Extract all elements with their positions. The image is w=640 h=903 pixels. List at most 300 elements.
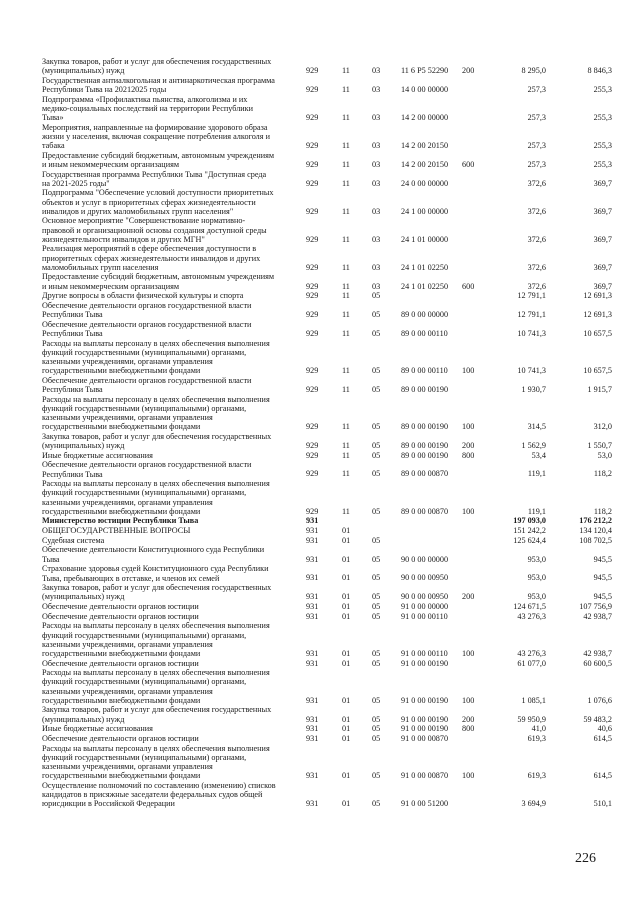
description-line: Страхование здоровья судей Конституционного суда Республики xyxy=(42,564,269,574)
description-line: Республики Тыва xyxy=(42,385,103,394)
table-row xyxy=(0,705,640,723)
ministry-code: 931 xyxy=(306,573,319,583)
amount-2022: 1 562,9 xyxy=(521,440,546,450)
target-article-code: 91 0 00 00000 xyxy=(401,602,449,611)
section-code: 11 xyxy=(342,506,350,516)
table-row xyxy=(0,659,640,668)
table-row xyxy=(0,724,640,733)
section-code: 11 xyxy=(342,112,350,122)
table-row xyxy=(0,545,640,563)
table-row xyxy=(0,612,640,621)
description-line: Расходы на выплаты персоналу в целях обеспечения выполнения xyxy=(42,743,270,753)
amount-2022: 257,3 xyxy=(527,140,546,150)
description-line: жизнедеятельности инвалидов и других МГН" xyxy=(42,234,205,244)
amount-2023: 369,7 xyxy=(593,206,612,216)
subsection-code: 05 xyxy=(372,695,381,705)
amount-2023: 945,5 xyxy=(593,554,612,564)
section-code: 01 xyxy=(342,799,351,809)
amount-2023: 255,3 xyxy=(593,112,612,122)
subsection-code: 05 xyxy=(372,648,381,658)
ministry-code: 931 xyxy=(306,695,319,705)
row-description xyxy=(42,151,304,169)
table-row xyxy=(0,376,640,394)
ministry-code: 931 xyxy=(306,516,319,526)
subsection-code: 03 xyxy=(372,234,381,244)
subsection-code: 05 xyxy=(372,724,381,734)
amount-2023: 312,0 xyxy=(593,422,612,432)
table-row xyxy=(0,76,640,94)
target-article-code: 24 1 01 02250 xyxy=(401,281,449,291)
amount-2022: 12 791,1 xyxy=(517,310,546,320)
table-row xyxy=(0,291,640,300)
description-line: Предоставление субсидий бюджетным, автономным учреждениям xyxy=(42,272,275,282)
section-code: 11 xyxy=(342,328,350,338)
description-line: Обеспечение деятельности органов юстиции xyxy=(42,602,199,611)
page-number: 226 xyxy=(575,851,596,866)
description-line: Другие вопросы в области физической культуры и спорта xyxy=(42,291,244,301)
amount-2023: 10 657,5 xyxy=(583,328,612,338)
amount-2022: 124 671,5 xyxy=(513,602,546,611)
description-line: функций государственными (муниципальными) органами, xyxy=(42,347,247,357)
amount-2023: 59 483,2 xyxy=(583,714,612,724)
description-line: государственными внебюджетными фондами xyxy=(42,695,201,705)
section-code: 11 xyxy=(342,422,350,432)
amount-2022: 61 077,0 xyxy=(517,658,546,668)
row-description xyxy=(42,668,304,705)
ministry-code: 929 xyxy=(306,159,319,169)
subsection-code: 05 xyxy=(372,440,381,450)
description-line: приоритетных сферах жизнедеятельности инвалидов и других xyxy=(42,253,261,263)
target-article-code: 91 0 00 00190 xyxy=(401,724,449,734)
section-code: 11 xyxy=(342,291,350,301)
expense-type-code: 200 xyxy=(462,714,475,724)
row-description xyxy=(42,301,304,319)
description-line: ОБЩЕГОСУДАРСТВЕННЫЕ ВОПРОСЫ xyxy=(42,526,191,536)
row-description xyxy=(42,272,304,290)
subsection-code: 03 xyxy=(372,262,381,272)
amount-2022: 10 741,3 xyxy=(517,328,546,338)
row-description xyxy=(42,516,304,525)
description-line: кандидатов в присяжные заседатели федеральных судов общей xyxy=(42,790,263,799)
row-description xyxy=(42,320,304,338)
description-line: функций государственными (муниципальными) органами, xyxy=(42,630,247,640)
table-row xyxy=(0,781,640,808)
ministry-code: 929 xyxy=(306,310,319,320)
target-article-code: 89 0 00 00870 xyxy=(401,469,449,479)
subsection-code: 05 xyxy=(372,799,381,809)
description-line: государственными внебюджетными фондами xyxy=(42,366,201,376)
amount-2022: 372,6 xyxy=(527,178,546,188)
section-code: 11 xyxy=(342,178,350,188)
ministry-code: 929 xyxy=(306,206,319,216)
subsection-code: 05 xyxy=(372,714,381,724)
target-article-code: 24 0 00 00000 xyxy=(401,178,449,188)
amount-2022: 372,6 xyxy=(527,281,546,291)
description-line: Иные бюджетные ассигнования xyxy=(42,450,153,460)
amount-2022: 3 694,9 xyxy=(521,799,546,809)
amount-2022: 257,3 xyxy=(527,84,546,94)
subsection-code: 03 xyxy=(372,159,381,169)
table-row xyxy=(0,95,640,122)
description-line: функций государственными (муниципальными) органами, xyxy=(42,752,247,762)
ministry-code: 929 xyxy=(306,234,319,244)
ministry-code: 931 xyxy=(306,526,319,536)
description-line: Республики Тыва на 20212025 годы xyxy=(42,85,167,95)
row-description xyxy=(42,734,304,743)
description-line: Иные бюджетные ассигнования xyxy=(42,724,153,734)
row-description xyxy=(42,123,304,151)
ministry-code: 929 xyxy=(306,112,319,122)
section-code: 11 xyxy=(342,234,350,244)
target-article-code: 24 1 01 00000 xyxy=(401,234,449,244)
section-code: 01 xyxy=(342,592,351,602)
ministry-code: 929 xyxy=(306,506,319,516)
target-article-code: 91 0 00 51200 xyxy=(401,799,449,809)
amount-2023: 255,3 xyxy=(593,140,612,150)
table-row xyxy=(0,432,640,450)
row-description xyxy=(42,244,304,272)
subsection-code: 03 xyxy=(372,178,381,188)
description-line: Государственная антиалкогольная и антинаркотическая программа xyxy=(42,75,275,85)
amount-2023: 369,7 xyxy=(593,281,612,291)
amount-2023: 1 915,7 xyxy=(587,384,612,394)
expense-type-code: 200 xyxy=(462,440,475,450)
section-code: 01 xyxy=(342,535,351,545)
description-line: Обеспечение деятельности органов юстиции xyxy=(42,733,199,743)
description-line: Тыва» xyxy=(42,113,64,123)
amount-2023: 118,2 xyxy=(593,469,612,479)
ministry-code: 929 xyxy=(306,450,319,460)
table-row xyxy=(0,188,640,215)
ministry-code: 929 xyxy=(306,291,319,301)
amount-2023: 614,5 xyxy=(593,771,612,781)
section-code: 11 xyxy=(342,450,350,460)
table-row xyxy=(0,451,640,460)
amount-2023: 118,2 xyxy=(593,506,612,516)
description-line: Республики Тыва xyxy=(42,310,103,320)
table-row xyxy=(0,621,640,658)
description-line: (муниципальных) нужд xyxy=(42,592,125,602)
expense-type-code: 200 xyxy=(462,66,475,76)
subsection-code: 05 xyxy=(372,658,381,668)
table-row xyxy=(0,564,640,582)
amount-2023: 255,3 xyxy=(593,84,612,94)
table-row xyxy=(0,460,640,478)
section-code: 11 xyxy=(342,310,350,320)
amount-2023: 60 600,5 xyxy=(583,658,612,668)
description-line: Обеспечение деятельности органов государственной власти xyxy=(42,300,252,310)
row-description xyxy=(42,451,304,460)
description-line: Республики Тыва xyxy=(42,329,103,338)
row-description xyxy=(42,57,304,75)
amount-2023: 8 846,3 xyxy=(587,66,612,76)
description-line: табака xyxy=(42,141,65,151)
target-article-code: 91 0 00 00110 xyxy=(401,611,448,621)
amount-2023: 53,0 xyxy=(597,450,612,460)
description-line: медико-социальных последствий на территории Республики xyxy=(42,103,254,113)
section-code: 01 xyxy=(342,714,351,724)
amount-2022: 8 295,0 xyxy=(521,66,546,76)
description-line: Тыва, пребывающих в отставке, и членов их семей xyxy=(42,573,220,583)
subsection-code: 05 xyxy=(372,592,381,602)
table-row xyxy=(0,123,640,150)
subsection-code: 05 xyxy=(372,422,381,432)
amount-2022: 953,0 xyxy=(527,573,546,583)
subsection-code: 05 xyxy=(372,733,381,743)
row-description xyxy=(42,621,304,658)
amount-2022: 372,6 xyxy=(527,206,546,216)
ministry-code: 929 xyxy=(306,84,319,94)
description-line: функций государственными (муниципальными) органами, xyxy=(42,488,247,498)
target-article-code: 89 0 00 00190 xyxy=(401,384,449,394)
subsection-code: 03 xyxy=(372,84,381,94)
subsection-code: 05 xyxy=(372,554,381,564)
target-article-code: 14 2 00 00000 xyxy=(401,112,449,122)
description-line: казенными учреждениями, органами управления xyxy=(42,497,213,507)
target-article-code: 91 0 00 00110 xyxy=(401,648,448,658)
section-code: 01 xyxy=(342,771,351,781)
table-row xyxy=(0,272,640,290)
table-row xyxy=(0,151,640,169)
subsection-code: 05 xyxy=(372,450,381,460)
ministry-code: 929 xyxy=(306,384,319,394)
description-line: Расходы на выплаты персоналу в целях обеспечения выполнения xyxy=(42,621,270,631)
subsection-code: 05 xyxy=(372,506,381,516)
description-line: Тыва xyxy=(42,554,60,564)
table-row xyxy=(0,516,640,525)
ministry-code: 929 xyxy=(306,469,319,479)
section-code: 11 xyxy=(342,206,350,216)
section-code: 11 xyxy=(342,384,350,394)
description-line: Осуществление полномочий по составлению (изменению) списков xyxy=(42,780,276,790)
ministry-code: 929 xyxy=(306,366,319,376)
amount-2022: 1 085,1 xyxy=(521,695,546,705)
subsection-code: 05 xyxy=(372,366,381,376)
section-code: 01 xyxy=(342,658,351,668)
amount-2022: 953,0 xyxy=(527,592,546,602)
target-article-code: 91 0 00 00870 xyxy=(401,733,449,743)
description-line: (муниципальных) нужд xyxy=(42,441,125,450)
subsection-code: 05 xyxy=(372,384,381,394)
description-line: Расходы на выплаты персоналу в целях обеспечения выполнения xyxy=(42,338,270,348)
description-line: Закупка товаров, работ и услуг для обеспечения государственных xyxy=(42,705,272,715)
row-description xyxy=(42,705,304,723)
row-description xyxy=(42,602,304,611)
section-code: 11 xyxy=(342,366,350,376)
description-line: казенными учреждениями, органами управления xyxy=(42,413,213,423)
ministry-code: 929 xyxy=(306,140,319,150)
description-line: Подпрограмма «Профилактика пьянства, алкоголизма и их xyxy=(42,94,248,104)
expense-type-code: 800 xyxy=(462,450,475,460)
description-line: маломобильных групп населения xyxy=(42,262,159,272)
description-line: Закупка товаров, работ и услуг для обеспечения государственных xyxy=(42,583,272,593)
description-line: функций государственными (муниципальными) органами, xyxy=(42,403,247,413)
expense-type-code: 100 xyxy=(462,695,475,705)
row-description xyxy=(42,395,304,432)
description-line: казенными учреждениями, органами управления xyxy=(42,357,213,367)
amount-2023: 40,6 xyxy=(597,724,612,734)
amount-2022: 953,0 xyxy=(527,554,546,564)
expense-type-code: 800 xyxy=(462,724,475,734)
target-article-code: 90 0 00 00950 xyxy=(401,592,449,602)
ministry-code: 929 xyxy=(306,66,319,76)
description-line: Расходы на выплаты персоналу в целях обеспечения выполнения xyxy=(42,668,270,678)
table-row xyxy=(0,301,640,319)
amount-2022: 372,6 xyxy=(527,262,546,272)
target-article-code: 91 0 00 00870 xyxy=(401,771,449,781)
ministry-code: 929 xyxy=(306,281,319,291)
subsection-code: 03 xyxy=(372,281,381,291)
target-article-code: 91 0 00 00190 xyxy=(401,714,449,724)
amount-2022: 119,1 xyxy=(527,506,546,516)
subsection-code: 05 xyxy=(372,291,381,301)
section-code: 01 xyxy=(342,611,351,621)
row-description xyxy=(42,612,304,621)
amount-2023: 10 657,5 xyxy=(583,366,612,376)
row-description xyxy=(42,376,304,394)
ministry-code: 931 xyxy=(306,602,319,611)
amount-2023: 369,7 xyxy=(593,234,612,244)
row-description xyxy=(42,216,304,244)
description-line: функций государственными (муниципальными) органами, xyxy=(42,677,247,687)
subsection-code: 03 xyxy=(372,66,381,76)
amount-2022: 53,4 xyxy=(531,450,546,460)
description-line: Закупка товаров, работ и услуг для обеспечения государственных xyxy=(42,57,272,66)
description-line: Расходы на выплаты персоналу в целях обеспечения выполнения xyxy=(42,479,270,489)
row-description xyxy=(42,564,304,582)
description-line: объектов и услуг в приоритетных сферах жизнедеятельности xyxy=(42,197,256,207)
description-line: Реализация мероприятий в сфере обеспечения доступности в xyxy=(42,244,257,254)
amount-2023: 945,5 xyxy=(593,573,612,583)
description-line: Обеспечение деятельности Конституционного суда Республики xyxy=(42,545,265,555)
section-code: 01 xyxy=(342,573,351,583)
ministry-code: 929 xyxy=(306,422,319,432)
expense-type-code: 200 xyxy=(462,592,475,602)
target-article-code: 91 0 00 00190 xyxy=(401,658,449,668)
amount-2022: 197 093,0 xyxy=(513,516,546,526)
expense-type-code: 100 xyxy=(462,366,475,376)
amount-2022: 125 624,4 xyxy=(513,535,546,545)
amount-2022: 43 276,3 xyxy=(517,648,546,658)
row-description xyxy=(42,536,304,545)
description-line: правовой и организационной основы создания доступной среды xyxy=(42,225,267,235)
section-code: 01 xyxy=(342,733,351,743)
ministry-code: 931 xyxy=(306,648,319,658)
amount-2022: 372,6 xyxy=(527,234,546,244)
description-line: и иным некоммерческим организациям xyxy=(42,281,180,291)
row-description xyxy=(42,724,304,733)
target-article-code: 89 0 00 00190 xyxy=(401,440,449,450)
expense-type-code: 100 xyxy=(462,506,475,516)
amount-2023: 42 938,7 xyxy=(583,648,612,658)
amount-2022: 10 741,3 xyxy=(517,366,546,376)
table-row xyxy=(0,536,640,545)
expense-type-code: 100 xyxy=(462,771,475,781)
ministry-code: 929 xyxy=(306,328,319,338)
description-line: Обеспечение деятельности органов государственной власти xyxy=(42,460,252,470)
section-code: 01 xyxy=(342,695,351,705)
row-description xyxy=(42,583,304,601)
row-description xyxy=(42,479,304,516)
expense-type-code: 100 xyxy=(462,422,475,432)
subsection-code: 05 xyxy=(372,535,381,545)
description-line: на 2021-2025 годы" xyxy=(42,178,110,188)
row-description xyxy=(42,432,304,450)
expense-type-code: 600 xyxy=(462,159,475,169)
description-line: Предоставление субсидий бюджетным, автономным учреждениям xyxy=(42,150,275,160)
table-row xyxy=(0,339,640,376)
amount-2022: 257,3 xyxy=(527,112,546,122)
amount-2023: 255,3 xyxy=(593,159,612,169)
section-code: 01 xyxy=(342,602,351,611)
subsection-code: 05 xyxy=(372,771,381,781)
subsection-code: 05 xyxy=(372,310,381,320)
description-line: Судебная система xyxy=(42,535,105,545)
ministry-code: 931 xyxy=(306,714,319,724)
ministry-code: 931 xyxy=(306,592,319,602)
row-description xyxy=(42,545,304,563)
amount-2023: 1 550,7 xyxy=(587,440,612,450)
target-article-code: 91 0 00 00190 xyxy=(401,695,449,705)
description-line: юрисдикции в Российской Федерации xyxy=(42,799,175,809)
expense-type-code: 600 xyxy=(462,281,475,291)
section-code: 11 xyxy=(342,469,350,479)
description-line: Обеспечение деятельности органов юстиции xyxy=(42,611,199,621)
target-article-code: 14 2 00 20150 xyxy=(401,140,449,150)
description-line: казенными учреждениями, органами управления xyxy=(42,639,213,649)
ministry-code: 929 xyxy=(306,178,319,188)
target-article-code: 24 1 01 02250 xyxy=(401,262,449,272)
table-row xyxy=(0,216,640,243)
table-row xyxy=(0,170,640,188)
description-line: (муниципальных) нужд xyxy=(42,66,125,76)
subsection-code: 05 xyxy=(372,573,381,583)
amount-2022: 619,3 xyxy=(527,771,546,781)
description-line: Обеспечение деятельности органов государственной власти xyxy=(42,375,252,385)
target-article-code: 90 0 00 00950 xyxy=(401,573,449,583)
expense-type-code: 100 xyxy=(462,648,475,658)
amount-2022: 151 242,2 xyxy=(513,526,546,536)
amount-2023: 108 702,5 xyxy=(579,535,612,545)
description-line: инвалидов и других маломобильных групп населения" xyxy=(42,206,234,216)
ministry-code: 931 xyxy=(306,611,319,621)
table-row xyxy=(0,734,640,743)
row-description xyxy=(42,188,304,216)
table-row xyxy=(0,526,640,535)
amount-2023: 369,7 xyxy=(593,262,612,272)
row-description xyxy=(42,76,304,94)
description-line: Министерство юстиции Республики Тыва xyxy=(42,516,199,526)
amount-2022: 1 930,7 xyxy=(521,384,546,394)
section-code: 11 xyxy=(342,140,350,150)
description-line: казенными учреждениями, органами управления xyxy=(42,762,213,772)
row-description xyxy=(42,781,304,809)
description-line: (муниципальных) нужд xyxy=(42,714,125,724)
amount-2022: 41,0 xyxy=(531,724,546,734)
table-row xyxy=(0,320,640,338)
table-row xyxy=(0,479,640,516)
row-description xyxy=(42,170,304,188)
subsection-code: 03 xyxy=(372,112,381,122)
table-row xyxy=(0,668,640,705)
description-line: государственными внебюджетными фондами xyxy=(42,422,201,432)
amount-2023: 12 691,3 xyxy=(583,291,612,301)
target-article-code: 90 0 00 00000 xyxy=(401,554,449,564)
amount-2023: 134 120,4 xyxy=(579,526,612,536)
target-article-code: 89 0 00 00190 xyxy=(401,422,449,432)
target-article-code: 89 0 00 00870 xyxy=(401,506,449,516)
target-article-code: 89 0 00 00190 xyxy=(401,450,449,460)
